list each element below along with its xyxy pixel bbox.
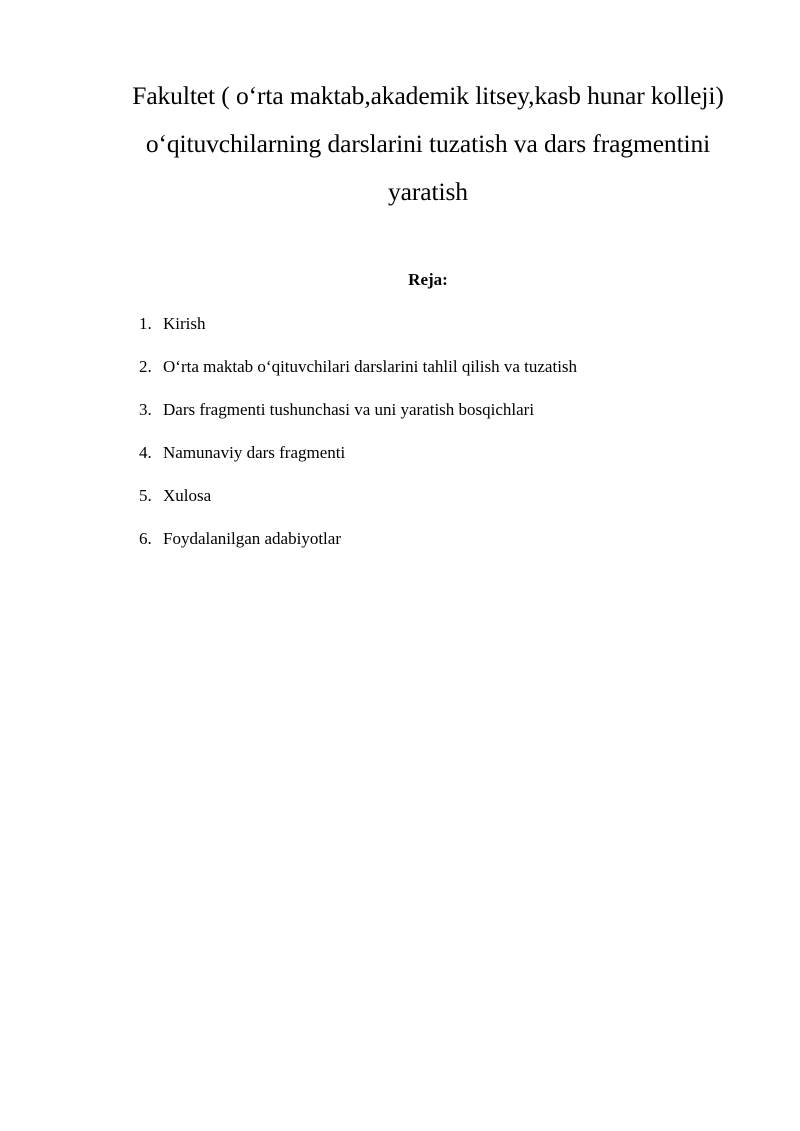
plan-item-text: Dars fragmenti tushunchasi va uni yaratish bosqichlari (163, 400, 535, 419)
plan-item-text: Kirish (163, 314, 206, 333)
plan-item (139, 528, 577, 571)
plan-item-text: Xulosa (163, 486, 212, 505)
plan-item-number: 2. (139, 357, 152, 376)
plan-list (139, 313, 577, 571)
plan-item-text: O‘rta maktab o‘qituvchilari darslarini tahlil qilish va tuzatish (163, 357, 578, 376)
document-title: Fakultet ( o‘rta maktab,akademik litsey,kasb hunar kolleji) o‘qituvchilarning darslarini tuzatish va dars fragmentini yaratish (132, 81, 724, 206)
plan-item-number: 3. (139, 400, 152, 419)
plan-item-number: 1. (139, 314, 152, 333)
plan-item (139, 399, 577, 442)
plan-item (139, 356, 577, 399)
plan-item (139, 313, 577, 356)
plan-item-text: Foydalanilgan adabiyotlar (163, 529, 341, 548)
plan-heading: Reja: (408, 270, 448, 289)
plan-item-number: 6. (139, 529, 152, 548)
plan-item (139, 442, 577, 485)
plan-item-number: 5. (139, 486, 152, 505)
plan-item-number: 4. (139, 443, 152, 462)
plan-item (139, 485, 577, 528)
plan-item-text: Namunaviy dars fragmenti (163, 443, 346, 462)
